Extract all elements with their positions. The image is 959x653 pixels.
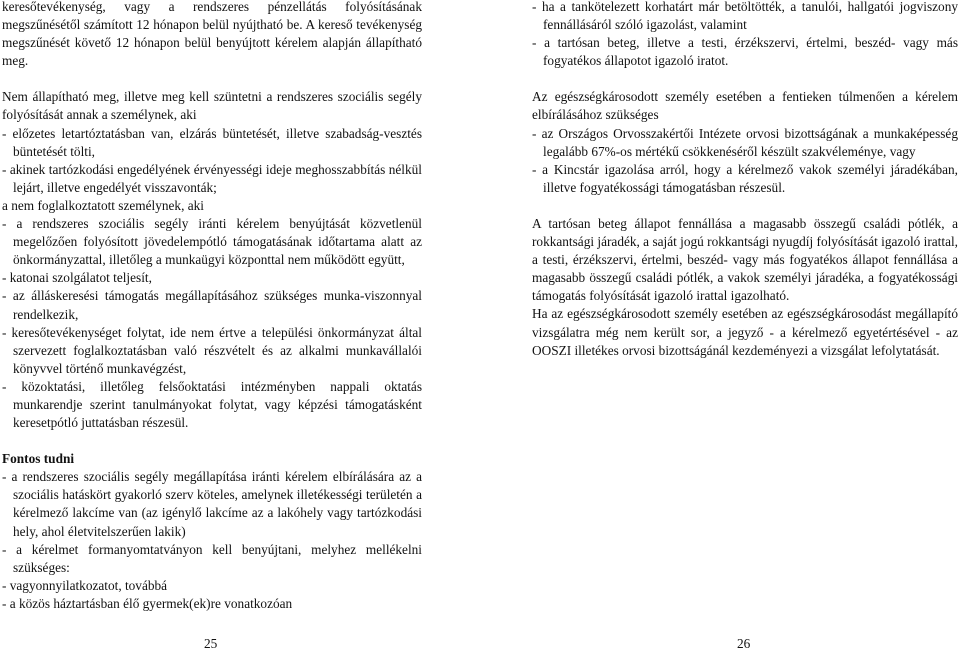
spacer — [532, 70, 958, 88]
list-item: - a kérelmet formanyomtatványon kell benyújtani, melyhez mellékelni szükséges: — [2, 541, 422, 575]
section1-lead: Nem állapítható meg, illetve meg kell szüntetni a rendszeres szociális segély folyósítását annak a személynek, aki — [2, 89, 422, 123]
list-item: - a rendszeres szociális segély iránti kérelem benyújtását közvetlenül megelőzően folyósított jövedelempótló támogatásának időtartama alatt az önkormányzattal, illetőleg a munkaügyi központtal nem működött együtt, — [2, 216, 422, 268]
list-item: - katonai szolgálatot teljesít, — [2, 270, 152, 286]
list-item: - akinek tartózkodási engedélyének érvényességi ideje meghosszabbítás nélkül lejárt, illetve engedélyét visszavonták; — [2, 161, 422, 195]
list-item: - a rendszeres szociális segély megállapítása iránti kérelem elbírálására az a szociális hatáskört gyakorló szerv köteles, amelynek illetékességi területén a kérelmező lakcíme van (az igénylő lakcíme az a lakóhely vagy tartózkodási hely, ahol életvitelszerűen lakik) — [2, 469, 422, 539]
list-item: - ha a tankötelezett korhatárt már betöltötték, a tanulói, hallgatói jogviszony fennállásáról szóló igazolást, valamint — [532, 0, 958, 33]
page-number-left: 25 — [204, 636, 218, 651]
paragraph-egeszsegkarosodott: Az egészségkárosodott személy esetében a fentieken túlmenően a kérelem elbírálásához szükséges — [532, 89, 958, 123]
right-column — [532, 0, 958, 360]
list-item: - a Kincstár igazolása arról, hogy a kérelmező vakok személyi járadékában, illetve fogyatékossági támogatásban részesül. — [532, 161, 958, 195]
list-item: - a tartósan beteg, illetve a testi, érzékszervi, értelmi, beszéd- vagy más fogyatékos állapotot igazoló iratot. — [532, 35, 958, 69]
intro-paragraph: keresőtevékenység, vagy a rendszeres pénzellátás folyósításának megszűnésétől számított 12 hónapon belül nyújtható be. A kereső tevékenység megszűnését követő 12 hónapon belül benyújtott kérelem alapján állapítható meg. — [2, 0, 422, 69]
list-item: - az álláskeresési támogatás megállapításához szükséges munka-viszonnyal rendelkezik, — [2, 288, 422, 322]
left-column — [2, 0, 422, 613]
list-item: - az Országos Orvosszakértői Intézete orvosi bizottságának a munkaképesség legalább 67%-os mértékű csökkenéséről készült szakvéleménye, vagy — [532, 125, 958, 159]
paragraph-vizsgalat: Ha az egészségkárosodott személy esetében az egészségkárosodást megállapító vizsgálatra még nem került sor, a jegyző - a kérelmező egyetértésével - az OOSZI illetékes orvosi bizottságánál kezdeményezi a vizsgálat lefolytatását. — [532, 306, 958, 358]
list-item: - a közös háztartásban élő gyermek(ek)re vonatkozóan — [2, 595, 293, 611]
list-item: - előzetes letartóztatásban van, elzárás büntetését, illetve szabadság-vesztés büntetését tölti, — [2, 125, 422, 159]
list-item: - vagyonnyilatkozatot, továbbá — [2, 577, 168, 593]
fontos-heading: Fontos tudni — [2, 451, 75, 467]
paragraph-tartosan-beteg: A tartósan beteg állapot fennállása a magasabb összegű családi pótlék, a rokkantsági járadék, a saját jogú rokkantsági nyugdíj folyósítását igazoló irattal, a testi, érzékszervi, értelmi, beszéd- vagy más fogyatékos állapot fennállása a magasabb összegű családi pótlék, a vakok személyi járadéka, a fogyatékossági támogatás folyósítását igazoló irattal igazolható. — [532, 215, 958, 304]
list-item: - közoktatási, illetőleg felsőoktatási intézményben nappali oktatás munkarendje szerint tanulmányokat folytat, vagy képzési támogatásként keresetpótló juttatásban részesül. — [2, 378, 422, 431]
spacer — [2, 70, 422, 88]
page-number-right: 26 — [737, 636, 751, 651]
list-item: - keresőtevékenységet folytat, ide nem értve a települési önkormányzat által szervezett foglalkoztatásban való részvételt és az alkalmi munkavállalói könyvvel történő munkavégzést, — [2, 324, 422, 376]
section1-lead2: a nem foglalkoztatott személynek, aki — [2, 197, 204, 213]
spacer — [2, 432, 422, 450]
spacer — [532, 197, 958, 215]
